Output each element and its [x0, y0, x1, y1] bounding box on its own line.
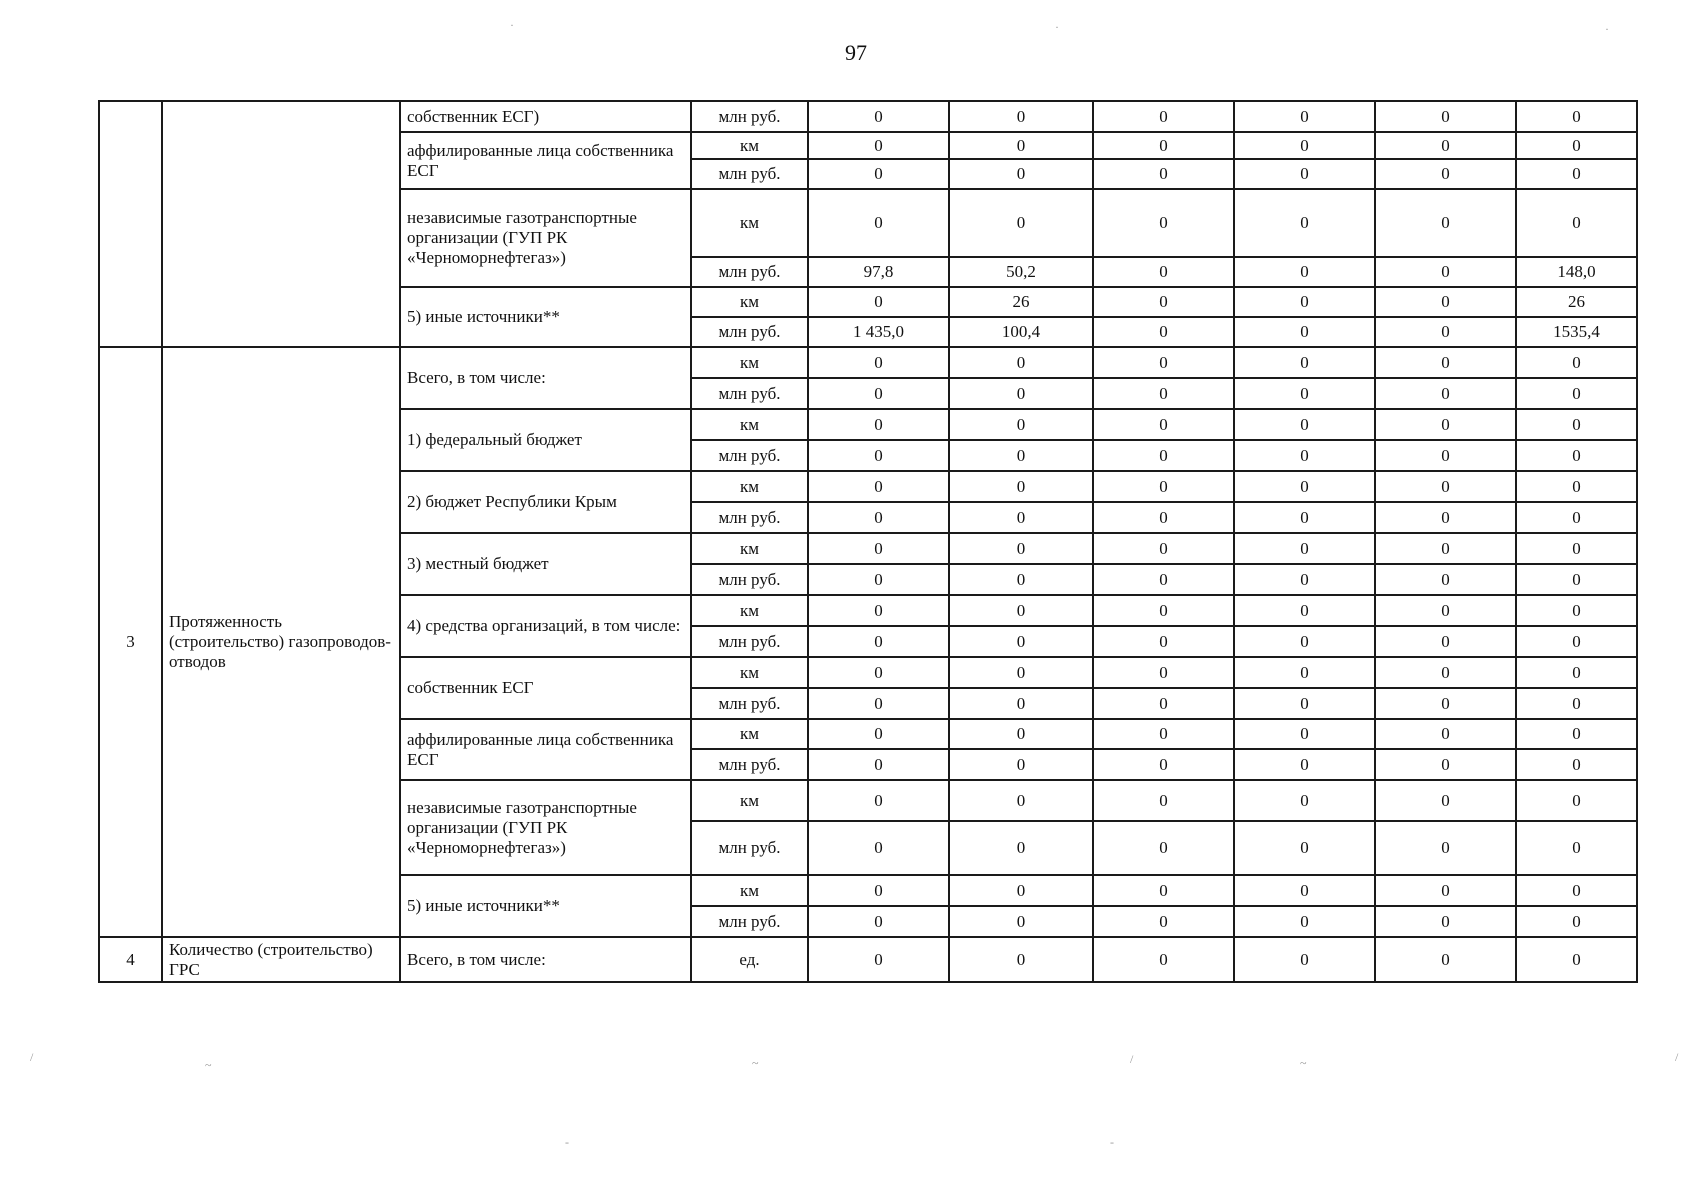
value-cell: 0 — [1375, 821, 1516, 875]
table-row — [99, 937, 1637, 982]
value-cell: 0 — [949, 533, 1093, 564]
value-cell: 1 435,0 — [808, 317, 949, 347]
value-cell: 0 — [808, 688, 949, 719]
value-cell: 0 — [949, 132, 1093, 159]
value-cell: 0 — [1516, 471, 1637, 502]
value-cell: 0 — [1093, 780, 1234, 821]
value-cell: 0 — [949, 688, 1093, 719]
value-cell: 0 — [1093, 906, 1234, 937]
value-cell: 0 — [1375, 132, 1516, 159]
value-cell: 0 — [1375, 937, 1516, 982]
value-cell: 0 — [1375, 502, 1516, 533]
value-cell: 0 — [1234, 821, 1375, 875]
value-cell: 0 — [1375, 688, 1516, 719]
value-cell: 0 — [1093, 189, 1234, 257]
source-cell: 5) иные источники** — [400, 287, 691, 347]
value-cell: 0 — [1516, 159, 1637, 189]
value-cell: 0 — [1093, 626, 1234, 657]
value-cell: 0 — [949, 875, 1093, 906]
indicator-cell: Количество (строительство) ГРС — [162, 937, 400, 982]
value-cell: 0 — [1234, 101, 1375, 132]
value-cell: 0 — [1375, 409, 1516, 440]
value-cell: 0 — [1093, 378, 1234, 409]
value-cell: 0 — [808, 409, 949, 440]
value-cell: 0 — [1375, 749, 1516, 780]
value-cell: 0 — [1516, 821, 1637, 875]
value-cell: 0 — [808, 626, 949, 657]
value-cell: 0 — [1093, 564, 1234, 595]
unit-cell: млн руб. — [691, 101, 808, 132]
value-cell: 0 — [1234, 875, 1375, 906]
unit-cell: км — [691, 595, 808, 626]
value-cell: 0 — [1375, 780, 1516, 821]
row-index-cell — [99, 101, 162, 347]
value-cell: 0 — [1516, 595, 1637, 626]
value-cell: 0 — [1093, 502, 1234, 533]
value-cell: 0 — [1093, 937, 1234, 982]
value-cell: 0 — [1093, 440, 1234, 471]
unit-cell: млн руб. — [691, 502, 808, 533]
value-cell: 0 — [949, 657, 1093, 688]
row-index-cell: 3 — [99, 347, 162, 937]
value-cell: 0 — [1093, 347, 1234, 378]
source-cell: собственник ЕСГ) — [400, 101, 691, 132]
source-cell: 4) средства организаций, в том числе: — [400, 595, 691, 657]
unit-cell: км — [691, 780, 808, 821]
indicator-cell — [162, 101, 400, 347]
value-cell: 26 — [1516, 287, 1637, 317]
value-cell: 0 — [1234, 471, 1375, 502]
value-cell: 0 — [949, 937, 1093, 982]
value-cell: 0 — [808, 657, 949, 688]
value-cell: 148,0 — [1516, 257, 1637, 287]
value-cell: 0 — [808, 471, 949, 502]
value-cell: 0 — [808, 564, 949, 595]
value-cell: 0 — [1516, 189, 1637, 257]
unit-cell: млн руб. — [691, 749, 808, 780]
value-cell: 0 — [1234, 749, 1375, 780]
value-cell: 0 — [1234, 937, 1375, 982]
value-cell: 0 — [1375, 657, 1516, 688]
unit-cell: млн руб. — [691, 317, 808, 347]
value-cell: 0 — [949, 502, 1093, 533]
value-cell: 0 — [949, 749, 1093, 780]
unit-cell: км — [691, 471, 808, 502]
funding-table — [98, 100, 1638, 983]
value-cell: 0 — [1093, 317, 1234, 347]
value-cell: 0 — [1234, 347, 1375, 378]
unit-cell: млн руб. — [691, 378, 808, 409]
value-cell: 0 — [808, 287, 949, 317]
unit-cell: км — [691, 409, 808, 440]
value-cell: 0 — [1516, 132, 1637, 159]
value-cell: 0 — [808, 780, 949, 821]
value-cell: 0 — [1234, 780, 1375, 821]
value-cell: 0 — [1516, 626, 1637, 657]
value-cell: 0 — [949, 347, 1093, 378]
source-cell: Всего, в том числе: — [400, 937, 691, 982]
value-cell: 0 — [949, 440, 1093, 471]
value-cell: 0 — [1375, 564, 1516, 595]
value-cell: 0 — [1234, 409, 1375, 440]
value-cell: 0 — [1093, 257, 1234, 287]
value-cell: 0 — [1375, 906, 1516, 937]
value-cell: 0 — [1375, 101, 1516, 132]
unit-cell: млн руб. — [691, 440, 808, 471]
value-cell: 0 — [1375, 287, 1516, 317]
value-cell: 0 — [1375, 471, 1516, 502]
unit-cell: км — [691, 347, 808, 378]
value-cell: 0 — [1234, 719, 1375, 749]
value-cell: 0 — [1093, 287, 1234, 317]
value-cell: 0 — [1093, 719, 1234, 749]
row-index-cell: 4 — [99, 937, 162, 982]
value-cell: 0 — [1516, 906, 1637, 937]
value-cell: 0 — [1093, 533, 1234, 564]
value-cell: 50,2 — [949, 257, 1093, 287]
unit-cell: млн руб. — [691, 906, 808, 937]
value-cell: 0 — [808, 533, 949, 564]
unit-cell: млн руб. — [691, 688, 808, 719]
value-cell: 0 — [1093, 101, 1234, 132]
value-cell: 0 — [808, 378, 949, 409]
value-cell: 0 — [949, 189, 1093, 257]
value-cell: 0 — [1234, 132, 1375, 159]
value-cell: 0 — [949, 719, 1093, 749]
value-cell: 0 — [949, 780, 1093, 821]
value-cell: 0 — [1375, 159, 1516, 189]
value-cell: 0 — [1234, 688, 1375, 719]
value-cell: 26 — [949, 287, 1093, 317]
value-cell: 0 — [1516, 440, 1637, 471]
value-cell: 0 — [1234, 533, 1375, 564]
value-cell: 0 — [1516, 378, 1637, 409]
unit-cell: млн руб. — [691, 626, 808, 657]
value-cell: 0 — [1093, 657, 1234, 688]
value-cell: 0 — [1234, 287, 1375, 317]
value-cell: 0 — [1234, 440, 1375, 471]
value-cell: 0 — [1516, 409, 1637, 440]
value-cell: 0 — [1516, 937, 1637, 982]
source-cell: 2) бюджет Республики Крым — [400, 471, 691, 533]
source-cell: собственник ЕСГ — [400, 657, 691, 719]
value-cell: 0 — [1093, 409, 1234, 440]
value-cell: 0 — [1375, 719, 1516, 749]
unit-cell: км — [691, 189, 808, 257]
value-cell: 0 — [1093, 159, 1234, 189]
value-cell: 0 — [1516, 657, 1637, 688]
value-cell: 0 — [1516, 719, 1637, 749]
value-cell: 0 — [1093, 749, 1234, 780]
value-cell: 0 — [1516, 347, 1637, 378]
value-cell: 100,4 — [949, 317, 1093, 347]
value-cell: 0 — [1375, 595, 1516, 626]
unit-cell: км — [691, 132, 808, 159]
value-cell: 0 — [1375, 378, 1516, 409]
value-cell: 0 — [1234, 564, 1375, 595]
value-cell: 0 — [1375, 626, 1516, 657]
value-cell: 1535,4 — [1516, 317, 1637, 347]
value-cell: 0 — [949, 159, 1093, 189]
value-cell: 0 — [1234, 159, 1375, 189]
value-cell: 97,8 — [808, 257, 949, 287]
unit-cell: км — [691, 657, 808, 688]
table-row — [99, 347, 1637, 378]
value-cell: 0 — [1234, 378, 1375, 409]
value-cell: 0 — [949, 564, 1093, 595]
value-cell: 0 — [1234, 657, 1375, 688]
unit-cell: млн руб. — [691, 564, 808, 595]
source-cell: аффилированные лица собственника ЕСГ — [400, 719, 691, 780]
page-number: 97 — [845, 40, 867, 65]
value-cell: 0 — [808, 440, 949, 471]
source-cell: 3) местный бюджет — [400, 533, 691, 595]
source-cell: аффилированные лица собственника ЕСГ — [400, 132, 691, 189]
value-cell: 0 — [949, 626, 1093, 657]
value-cell: 0 — [1093, 132, 1234, 159]
value-cell: 0 — [1234, 257, 1375, 287]
unit-cell: км — [691, 875, 808, 906]
value-cell: 0 — [808, 906, 949, 937]
unit-cell: км — [691, 287, 808, 317]
value-cell: 0 — [949, 101, 1093, 132]
value-cell: 0 — [808, 875, 949, 906]
table-row — [99, 101, 1637, 132]
value-cell: 0 — [808, 749, 949, 780]
value-cell: 0 — [1516, 564, 1637, 595]
unit-cell: млн руб. — [691, 257, 808, 287]
value-cell: 0 — [1375, 533, 1516, 564]
value-cell: 0 — [1516, 502, 1637, 533]
value-cell: 0 — [1375, 257, 1516, 287]
unit-cell: млн руб. — [691, 821, 808, 875]
value-cell: 0 — [1516, 688, 1637, 719]
unit-cell: км — [691, 533, 808, 564]
value-cell: 0 — [1234, 502, 1375, 533]
value-cell: 0 — [949, 378, 1093, 409]
value-cell: 0 — [808, 595, 949, 626]
value-cell: 0 — [1234, 317, 1375, 347]
value-cell: 0 — [1375, 189, 1516, 257]
value-cell: 0 — [808, 101, 949, 132]
source-cell: 5) иные источники** — [400, 875, 691, 937]
value-cell: 0 — [1516, 749, 1637, 780]
source-cell: Всего, в том числе: — [400, 347, 691, 409]
value-cell: 0 — [1093, 688, 1234, 719]
unit-cell: ед. — [691, 937, 808, 982]
value-cell: 0 — [1093, 471, 1234, 502]
value-cell: 0 — [949, 821, 1093, 875]
value-cell: 0 — [808, 347, 949, 378]
value-cell: 0 — [949, 595, 1093, 626]
indicator-cell: Протяженность (строительство) газопроводов-отводов — [162, 347, 400, 937]
value-cell: 0 — [949, 471, 1093, 502]
value-cell: 0 — [1093, 595, 1234, 626]
value-cell: 0 — [808, 821, 949, 875]
value-cell: 0 — [949, 409, 1093, 440]
value-cell: 0 — [1234, 189, 1375, 257]
value-cell: 0 — [1375, 875, 1516, 906]
value-cell: 0 — [1516, 533, 1637, 564]
value-cell: 0 — [1234, 626, 1375, 657]
unit-cell: км — [691, 719, 808, 749]
value-cell: 0 — [1516, 780, 1637, 821]
unit-cell: млн руб. — [691, 159, 808, 189]
value-cell: 0 — [808, 502, 949, 533]
value-cell: 0 — [1093, 875, 1234, 906]
value-cell: 0 — [949, 906, 1093, 937]
value-cell: 0 — [808, 159, 949, 189]
value-cell: 0 — [1375, 440, 1516, 471]
value-cell: 0 — [1234, 595, 1375, 626]
value-cell: 0 — [1375, 347, 1516, 378]
value-cell: 0 — [808, 719, 949, 749]
value-cell: 0 — [808, 937, 949, 982]
source-cell: независимые газотранспортные организации (ГУП РК «Черноморнефтегаз») — [400, 189, 691, 287]
value-cell: 0 — [1093, 821, 1234, 875]
value-cell: 0 — [808, 132, 949, 159]
value-cell: 0 — [1516, 875, 1637, 906]
source-cell: 1) федеральный бюджет — [400, 409, 691, 471]
source-cell: независимые газотранспортные организации (ГУП РК «Черноморнефтегаз») — [400, 780, 691, 875]
value-cell: 0 — [1234, 906, 1375, 937]
value-cell: 0 — [808, 189, 949, 257]
value-cell: 0 — [1516, 101, 1637, 132]
value-cell: 0 — [1375, 317, 1516, 347]
